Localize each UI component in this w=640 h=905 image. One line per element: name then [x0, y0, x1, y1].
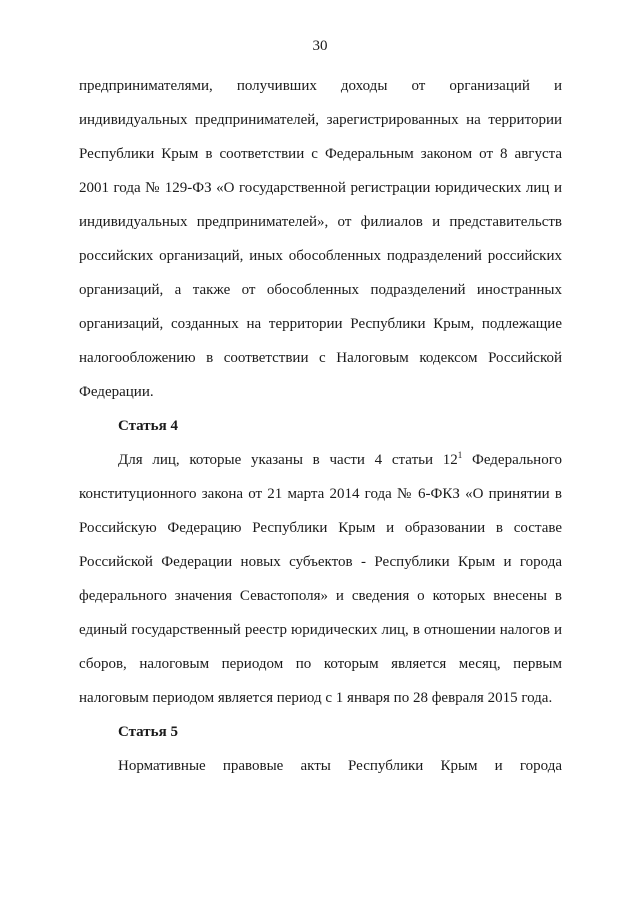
- paragraph-article-4: [79, 443, 562, 715]
- heading-article-4: Статья 4: [118, 418, 178, 434]
- paragraph-article-3-continuation: предпринимателями, получивших доходы от организаций и индивидуальных предпринимателей, зарегистрированных на территории Республики Крым в соответствии с Федеральным законом от 8 августа 2001 года № 129-ФЗ «О государственной регистрации юридических лиц и индивидуальных предпринимателей», от филиалов и представительств российских организаций, иных обособленных подразделений российских организаций, а также от обособленных подразделений иностранных организаций, созданных на территории Республики Крым, подлежащие налогообложению в соответствии с Налоговым кодексом Российской Федерации.: [79, 78, 562, 400]
- superscript-footnote: 1: [457, 450, 463, 460]
- paragraph-article-5: Нормативные правовые акты Республики Крым и города: [118, 758, 562, 774]
- heading-article-5: Статья 5: [118, 724, 178, 740]
- document-body: [79, 69, 562, 783]
- paragraph-article-4-part-2: Федерального конституционного закона от 21 марта 2014 года № 6-ФКЗ «О принятии в Российскую Федерацию Республики Крым и образовании в составе Российской Федерации новых субъектов - Республики Крым и города федерального значения Севастополя» и сведения о которых внесены в единый государственный реестр юридических лиц, в отношении налогов и сборов, налоговым периодом по которым является месяц, первым налоговым периодом является период с 1 января по 28 февраля 2015 года.: [79, 452, 562, 706]
- page-number: 30: [312, 38, 328, 54]
- paragraph-article-4-part-1: Для лиц, которые указаны в части 4 статьи 12: [118, 452, 458, 468]
